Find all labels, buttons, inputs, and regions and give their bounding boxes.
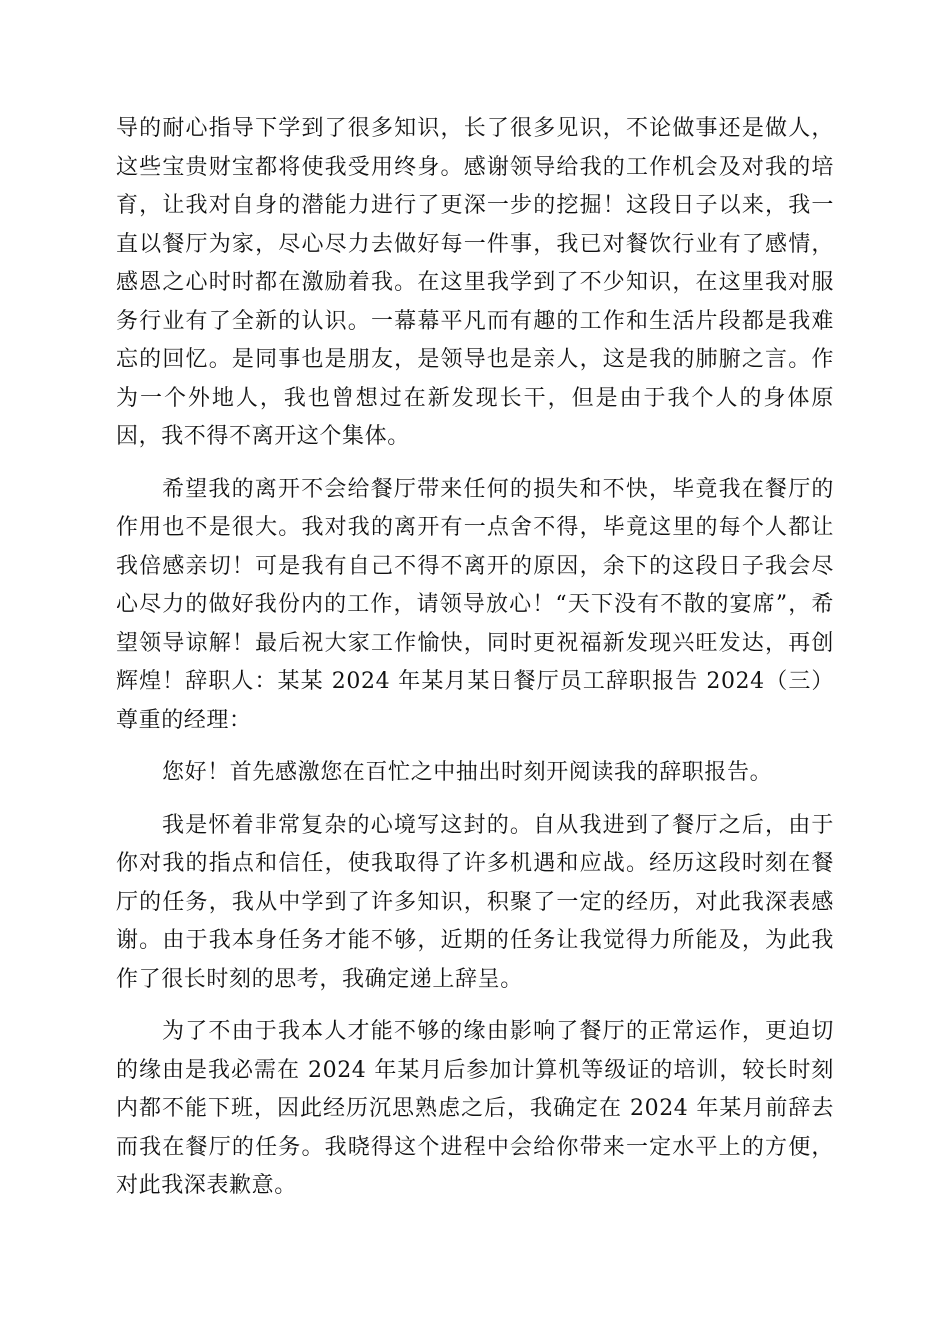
paragraph-5: 为了不由于我本人才能不够的缘由影响了餐厅的正常运作，更迫切的缘由是我必需在 2024 年某月后参加计算机等级证的培训，较长时刻内都不能下班，因此经历沉思熟虑之后，我确定在 2024 年某月前辞去而我在餐厅的任务。我晓得这个进程中会给你带来一定水平上的方便，对此我深表歉意。 xyxy=(116,1019,834,1198)
paragraph-3: 您好！首先感激您在百忙之中抽出时刻开阅读我的辞职报告。 xyxy=(162,760,773,785)
paragraph-4: 我是怀着非常复杂的心境写这封的。自从我进到了餐厅之后，由于你对我的指点和信任，使我取得了许多机遇和应战。经历这段时刻在餐厅的任务，我从中学到了许多知识，积聚了一定的经历，对此我深表感谢。由于我本身任务才能不够，近期的任务让我觉得力所能及，为此我作了很长时刻的思考，我确定递上辞呈。 xyxy=(116,812,834,992)
document-body xyxy=(116,110,834,1220)
paragraph-1: 导的耐心指导下学到了很多知识，长了很多见识，不论做事还是做人，这些宝贵财宝都将使我受用终身。感谢领导给我的工作机会及对我的培育，让我对自身的潜能力进行了更深一步的挖掘！这段日子以来，我一直以餐厅为家，尽心尽力去做好每一件事，我已对餐饮行业有了感情，感恩之心时时都在激励着我。在这里我学到了不少知识，在这里我对服务行业有了全新的认识。一幕幕平凡而有趣的工作和生活片段都是我难忘的回忆。是同事也是朋友，是领导也是亲人，这是我的肺腑之言。作为一个外地人，我也曾想过在新发现长干，但是由于我个人的身体原因，我不得不离开这个集体。 xyxy=(116,116,834,449)
paragraph-2: 希望我的离开不会给餐厅带来任何的损失和不快，毕竟我在餐厅的作用也不是很大。我对我的离开有一点舍不得，毕竟这里的每个人都让我倍感亲切！可是我有自己不得不离开的原因，余下的这段日子我会尽心尽力的做好我份内的工作，请领导放心！“天下没有不散的宴席”，希望领导谅解！最后祝大家工作愉快，同时更祝福新发现兴旺发达，再创辉煌！辞职人：某某 2024 年某月某日餐厅员工辞职报告 2024（三）尊重的经理： xyxy=(116,476,834,733)
